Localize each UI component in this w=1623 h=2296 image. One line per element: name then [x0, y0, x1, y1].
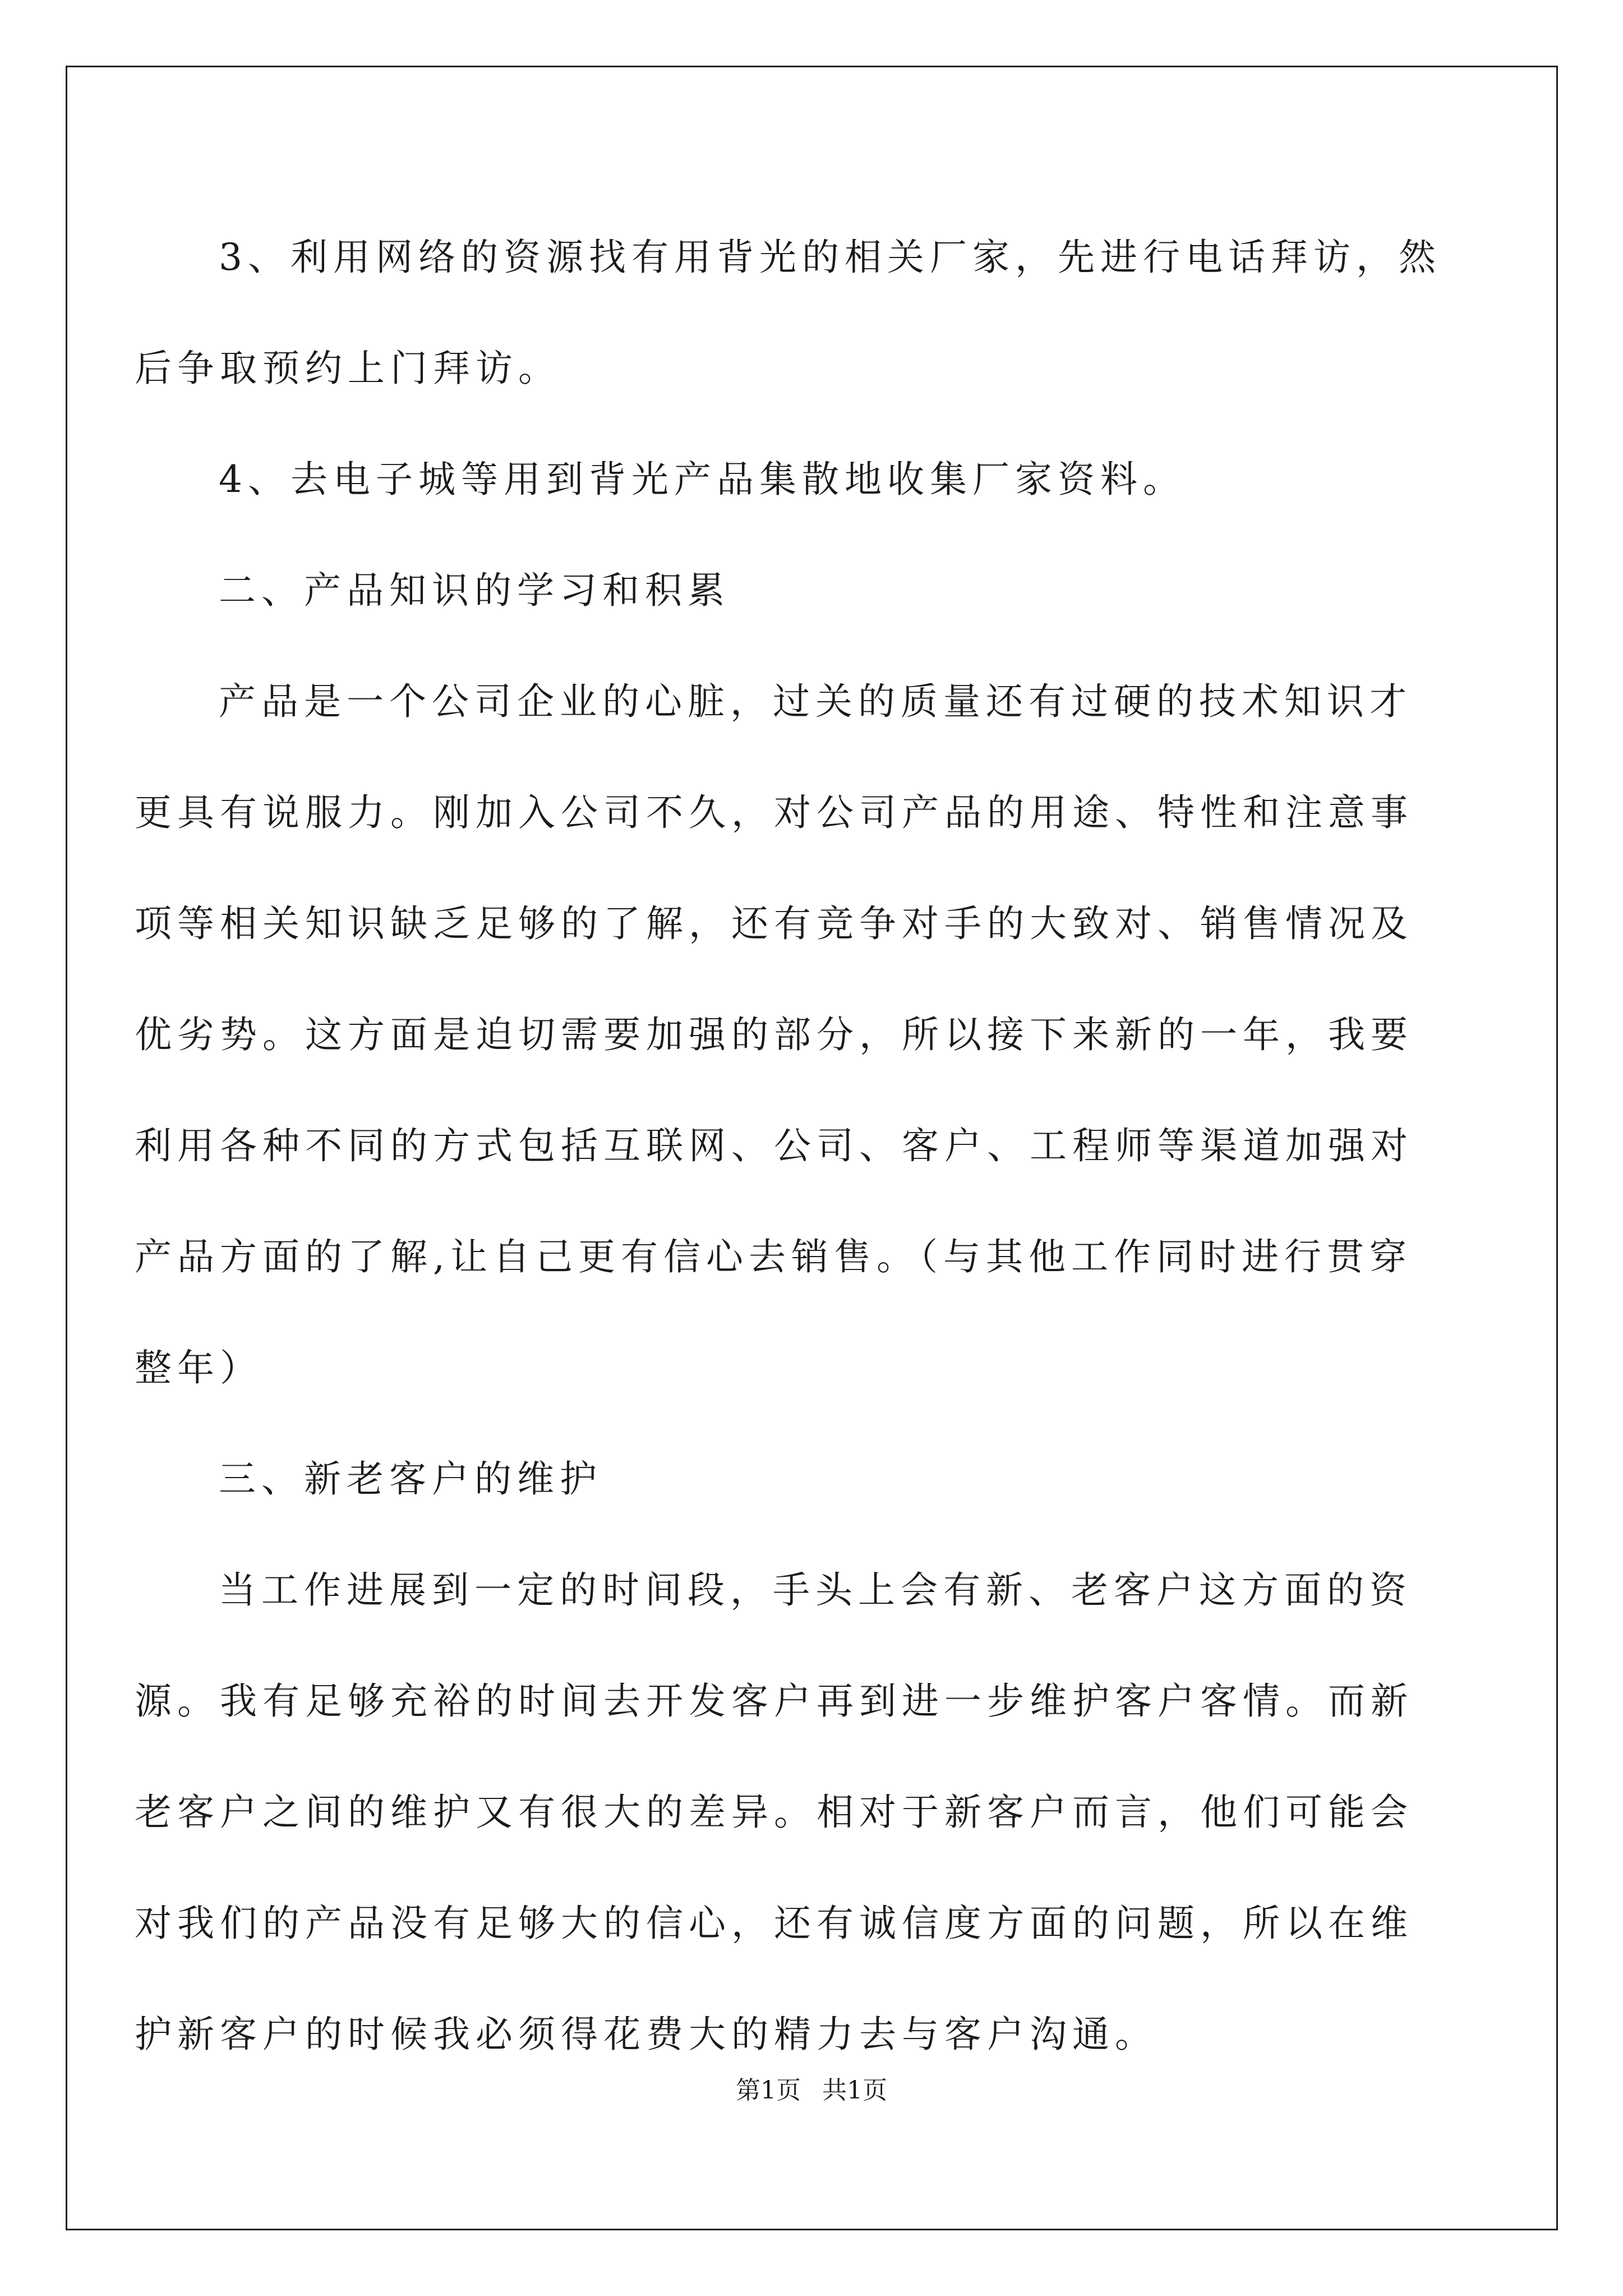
paragraph-line: 源。我有足够充裕的时间去开发客户再到进一步维护客户客情。而新	[135, 1680, 1413, 1723]
paragraph-line: 项等相关知识缺乏足够的了解，还有竞争对手的大致对、销售情况及	[135, 902, 1413, 945]
paragraph-line: 对我们的产品没有足够大的信心，还有诚信度方面的问题，所以在维	[135, 1902, 1413, 1945]
section-heading: 三、新老客户的维护	[219, 1457, 602, 1501]
page-number: 第1页	[736, 2076, 801, 2105]
paragraph-line: 产品是一个公司企业的心脏，过关的质量还有过硬的技术知识才	[219, 680, 1412, 723]
paragraph-line: 产品方面的了解,让自己更有信心去销售。（与其他工作同时进行贯穿	[135, 1235, 1412, 1278]
document-body	[135, 202, 1441, 2090]
paragraph-line: 更具有说服力。刚加入公司不久，对公司产品的用途、特性和注意事	[135, 791, 1413, 834]
paragraph-line: 护新客户的时候我必须得花费大的精力去与客户沟通。	[135, 2013, 1158, 2056]
paragraph-line: 4、去电子城等用到背光产品集散地收集厂家资料。	[219, 458, 1186, 501]
paragraph-line: 整年）	[135, 1346, 262, 1389]
paragraph-line: 利用各种不同的方式包括互联网、公司、客户、工程师等渠道加强对	[135, 1124, 1413, 1167]
section-heading: 二、产品知识的学习和积累	[219, 569, 730, 612]
paragraph-line: 优劣势。这方面是迫切需要加强的部分，所以接下来新的一年，我要	[135, 1013, 1413, 1056]
page-total: 共1页	[822, 2076, 887, 2105]
paragraph-line: 后争取预约上门拜访。	[135, 347, 561, 390]
page-footer	[0, 2070, 1623, 2106]
paragraph-line: 3、利用网络的资源找有用背光的相关厂家，先进行电话拜访，然	[219, 236, 1441, 279]
paragraph-line: 当工作进展到一定的时间段，手头上会有新、老客户这方面的资	[219, 1568, 1412, 1612]
paragraph-line: 老客户之间的维护又有很大的差异。相对于新客户而言，他们可能会	[135, 1791, 1413, 1834]
